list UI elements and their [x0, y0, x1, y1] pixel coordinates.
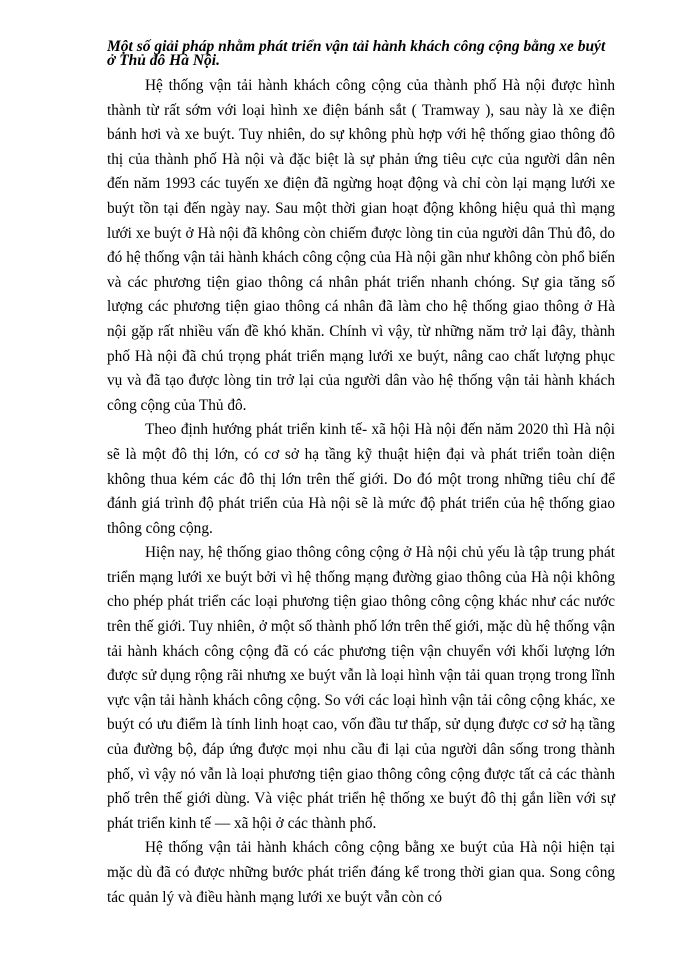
- document-title: Một số giải pháp nhằm phát triển vận tải hành khách công cộng bằng xe buýt ở Thủ đô Hà Nội.: [107, 38, 606, 69]
- paragraph-history: Hệ thống vận tải hành khách công cộng của thành phố Hà nội được hình thành từ rất sớm với loại hình xe điện bánh sắt ( Tramway ), sau này là xe điện bánh hơi và xe buýt. Tuy nhiên, do sự không phù hợp với hệ thống giao thông đô thị của thành phố Hà nội và đặc biệt là sự phản ứng tiêu cực của người dân nên đến năm 1993 các tuyến xe điện đã ngừng hoạt động và chỉ còn lại mạng lưới xe buýt tồn tại đến ngày nay. Sau một thời gian hoạt động không hiệu quả thì mạng lưới xe buýt ở Hà nội đã không còn chiếm được lòng tin của người dân Thủ đô, do đó hệ thống vận tải hành khách công cộng của Hà nội gần như không còn phổ biến và các phương tiện giao thông cá nhân phát triển nhanh chóng. Sự gia tăng số lượng các phương tiện giao thông cá nhân đã làm cho hệ thống giao thông ở Hà nội gặp rất nhiều vấn đề khó khăn. Chính vì vậy, từ những năm trở lại đây, thành phố Hà nội đã chú trọng phát triển mạng lưới xe buýt, nâng cao chất lượng phục vụ và đã tạo được lòng tin trở lại của người dân vào hệ thống vận tải hành khách công cộng của Thủ đô.: [107, 77, 615, 414]
- paragraph-orientation: Theo định hướng phát triển kinh tế- xã hội Hà nội đến năm 2020 thì Hà nội sẽ là một đô thị lớn, có cơ sở hạ tầng kỹ thuật hiện đại và phát triển toàn diện không thua kém các đô thị lớn trên thế giới. Do đó một trong những tiêu chí để đánh giá trình độ phát triển của Hà nội sẽ là mức độ phát triển của hệ thống giao thông công cộng.: [107, 421, 615, 537]
- paragraph-management: Hệ thống vận tải hành khách công cộng bằng xe buýt của Hà nội hiện tại mặc dù đã có được những bước phát triển đáng kể trong thời gian qua. Song công tác quản lý và điều hành mạng lưới xe buýt vẫn còn có: [107, 839, 615, 906]
- paragraph-current-state: Hiện nay, hệ thống giao thông công cộng ở Hà nội chủ yếu là tập trung phát triển mạng lưới xe buýt bởi vì hệ thống mạng đường giao thông của Hà nội không cho phép phát triển các loại phương tiện giao thông công cộng khác như các nước trên thế giới. Tuy nhiên, ở một số thành phố lớn trên thế giới, mặc dù hệ thống vận tải hành khách công cộng đã có các phương tiện vận chuyển với khối lượng lớn được sử dụng rộng rãi nhưng xe buýt vẫn là loại hình vận tải quan trọng trong lĩnh vực vận tải hành khách công cộng. So với các loại hình vận tải công cộng khác, xe buýt có ưu điểm là tính linh hoạt cao, vốn đầu tư thấp, sử dụng được cơ sở hạ tầng của đường bộ, đáp ứng được mọi nhu cầu đi lại của người dân sống trong thành phố, vì vậy nó vẫn là loại phương tiện giao thông công cộng được tất cả các thành phố trên thế giới dùng. Và việc phát triển hệ thống xe buýt đô thị gắn liền với sự phát triển kinh tế — xã hội ở các thành phố.: [107, 544, 615, 832]
- document-page: [107, 40, 615, 910]
